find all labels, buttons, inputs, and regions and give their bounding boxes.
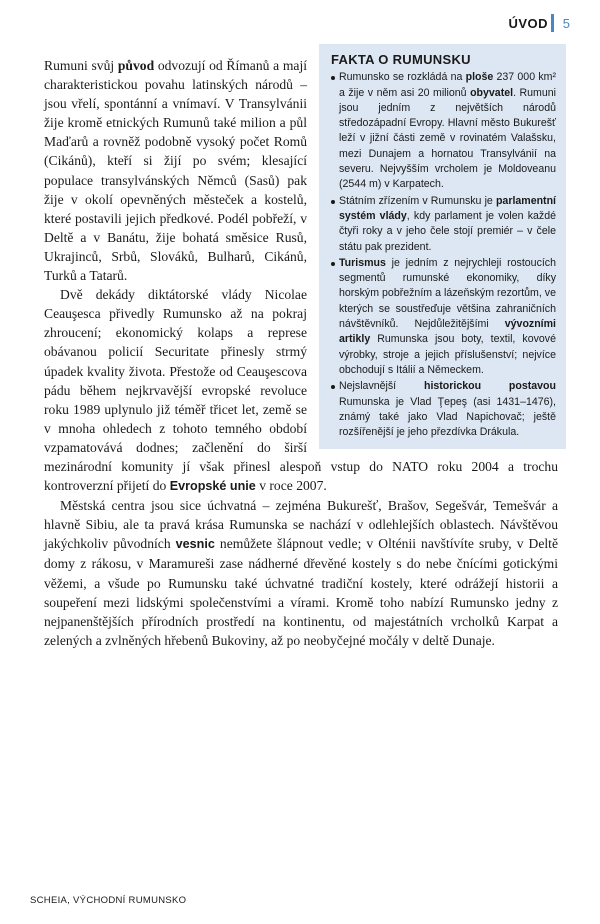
body-paragraph: Dvě dekády diktátorské vlády Nicolae Ceauşesca přivedly Rumunsko až na pokraj zhroucení; ekonomický kolaps a represe obávanou policií Securitate přinesly strmý úpadek kvality života. Přestože od Ceauşescova pádu během nejkrvavější evropské revoluce roku 1989 uplynulo již téměř třicet let, země se v mnoha ohledech z tohoto temného období vzpamatovává dodnes; začlenění do širší mezinárodní komunity jí však přinesl alespoň vstup do NATO roku 2004 a trochu kontroverzní přijetí do Evropské unie v roce 2007. [44, 287, 558, 494]
page-number: 5 [562, 16, 570, 31]
body-paragraph: Městská centra jsou sice úchvatná – zejména Bukurešť, Brašov, Segešvár, Temešvár a hlavně Sibiu, ale ta pravá krása Rumunska se nachází v odlehlejších oblastech. Návštěvou jakýchkoliv původních vesnic nemůžete šlápnout vedle; v Olténii navštívíte sruby, v Deltě domy z rákosu, v Maramureši zase nádherné dřevěné kostely s do nebe čnícími gotickými věžemi, a všude po Rumunsku také úchvatné tradiční kostely, které odrážejí historii a soupeření mezi lidskými společenstvími a vírami. Kromě toho nabízí Rumunsko jedny z nejpanenštějších přírodních prostředí na kontinentu, od majestátních vrcholků Karpat a zelených a zvlněných hřebenů Bukoviny, až po neobyčejné močály v deltě Dunaje. [44, 498, 558, 648]
emphasis-term: Turismus [339, 256, 386, 269]
emphasis-term: Evropské unie [169, 479, 256, 494]
fact-item: Turismus je jedním z nejrychleji rostoucích segmentů rumunské ekonomiky, díky horským pobřežním a lázeňským rezortům, ve kterých se soustřeďuje většina zahraničních návštěvníků. Nejdůležitějšími vývozními artikly Rumunska jsou boty, textil, kovové výrobky, stroje a jejich příslušenství; nejvíce obchodují s Itálií a Německem. [331, 256, 556, 378]
header-divider [551, 14, 554, 32]
emphasis-term: historickou postavou [423, 380, 556, 393]
emphasis-term: vesnic [175, 537, 215, 552]
emphasis-term: původ [117, 58, 155, 73]
running-header: ÚVOD [508, 16, 548, 31]
emphasis-term: vývozními artikly [339, 318, 556, 346]
body-paragraph: Rumuni svůj původ odvozují od Římanů a mají charakteristickou povahu latinských národů – jsou vřelí, spontánní a vnímaví. V Transylvánii žije kromě etnických Rumunů také milion a půl Maďarů a rovněž podobně vysoký počet Romů (Cikánů), kteří si žijí po svém; klesající populace transylvánských Němců (Sasů) pak žije v okolí opevněných městeček a kostelů, které postavili jejich předkové. Podél pobřeží, v Deltě a v Banátu, žije bohatá směsice Rusů, Ukrajinců, Srbů, Slováků, Bulharů, Cikánů, Turků a Tatarů. [44, 58, 307, 284]
facts-box-title: FAKTA O RUMUNSKU [331, 52, 471, 67]
facts-list [331, 70, 556, 440]
photo-caption: SCHEIA, VÝCHODNÍ RUMUNSKO [30, 895, 187, 906]
facts-box [319, 44, 566, 449]
fact-item: Rumunsko se rozkládá na ploše 237 000 km² a žije v něm asi 20 milionů obyvatel. Rumuni jsou jedním z největších národů středozápadní Evropy. Hlavní město Bukurešť leží v jižní části země v rovinatém Valašsku, mezi Dunajem a hornatou Transylvánií na severu. Nejvyšším vrcholem je Moldoveanu (2544 m) v Karpatech. [331, 70, 556, 192]
emphasis-term: ploše [465, 71, 494, 84]
emphasis-term: obyvatel [470, 86, 514, 99]
emphasis-term: parlamentní systém vlády [339, 194, 556, 222]
fact-item: Nejslavnější historickou postavou Rumunska je Vlad Ţepeş (asi 1431–1476), známý také jako Vlad Napichovač; ještě rozšířenější je jeho přezdívka Drákula. [331, 379, 556, 440]
fact-item: Státním zřízením v Rumunsku je parlamentní systém vlády, kdy parlament je volen každé čtyři roky a v jeho čele stojí premiér – v čele státu pak prezident. [331, 194, 556, 255]
page-content [44, 52, 558, 650]
